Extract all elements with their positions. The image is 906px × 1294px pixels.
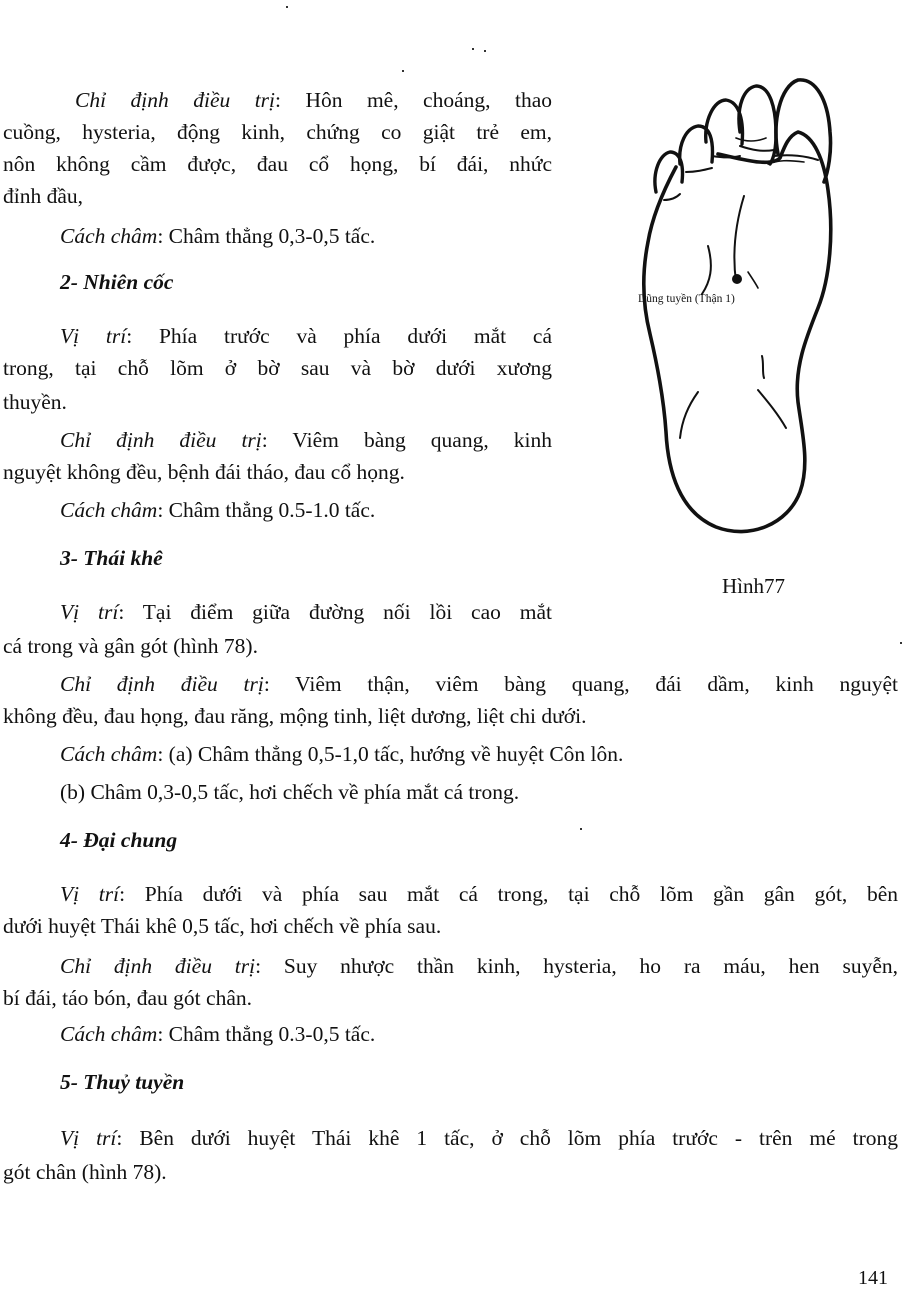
text-line: nguyệt không đều, bệnh đái tháo, đau cổ họng. bbox=[3, 460, 405, 484]
text-line: Vị trí: Phía trước và phía dưới mắt cá bbox=[60, 324, 553, 348]
section-heading: 3- Thái khê bbox=[60, 546, 163, 570]
text-line: không đều, đau họng, đau răng, mộng tinh, liệt dương, liệt chi dưới. bbox=[3, 704, 587, 728]
text-line: Vị trí: Phía dưới và phía sau mắt cá trong, tại chỗ lõm gần gân gót, bên bbox=[60, 882, 899, 906]
text-line: dưới huyệt Thái khê 0,5 tấc, hơi chếch về phía sau. bbox=[3, 914, 442, 938]
text-line: Cách châm: (a) Châm thẳng 0,5-1,0 tấc, hướng về huyệt Côn lôn. bbox=[60, 742, 624, 766]
text-line: cuồng, hysteria, động kinh, chứng co giật trẻ em, bbox=[3, 120, 552, 144]
text-line: trong, tại chỗ lõm ở bờ sau và bờ dưới xương bbox=[3, 356, 552, 380]
text-line: nôn không cầm được, đau cổ họng, bí đái, nhức bbox=[3, 152, 552, 176]
text-line: cá trong và gân gót (hình 78). bbox=[3, 634, 258, 658]
text-line: Cách châm: Châm thẳng 0.3-0,5 tấc. bbox=[60, 1022, 376, 1046]
text-line: Chỉ định điều trị: Suy nhược thần kinh, hysteria, ho ra máu, hen suyễn, bbox=[60, 954, 898, 978]
section-heading: 2- Nhiên cốc bbox=[60, 270, 174, 294]
text-line: Chỉ định điều trị: Viêm bàng quang, kinh bbox=[60, 428, 552, 452]
text-line: Vị trí: Tại điểm giữa đường nối lồi cao mắt bbox=[60, 600, 553, 624]
scan-speck bbox=[484, 50, 486, 52]
scan-speck bbox=[900, 642, 902, 644]
scan-speck bbox=[286, 6, 288, 8]
text-line: đỉnh đầu, bbox=[3, 184, 84, 208]
text-line: Chỉ định điều trị: Viêm thận, viêm bàng quang, đái dầm, kinh nguyệt bbox=[60, 672, 898, 696]
acupoint-label: Dũng tuyền (Thận 1) bbox=[638, 293, 735, 305]
text-line: (b) Châm 0,3-0,5 tấc, hơi chếch về phía mắt cá trong. bbox=[60, 780, 520, 804]
text-line: Cách châm: Châm thẳng 0,3-0,5 tấc. bbox=[60, 224, 376, 248]
figure-caption: Hình77 bbox=[722, 574, 785, 598]
text-line: Chỉ định điều trị: Hôn mê, choáng, thao bbox=[75, 88, 552, 112]
section-heading: 5- Thuỷ tuyền bbox=[60, 1070, 185, 1094]
scan-speck bbox=[580, 828, 582, 830]
scan-speck bbox=[402, 70, 404, 72]
scan-speck bbox=[472, 48, 474, 50]
page-number: 141 bbox=[858, 1267, 888, 1289]
section-heading: 4- Đại chung bbox=[60, 828, 178, 852]
text-line: thuyền. bbox=[3, 390, 67, 414]
foot-sole-figure bbox=[628, 72, 838, 542]
foot-sole-icon bbox=[628, 72, 838, 542]
text-line: Vị trí: Bên dưới huyệt Thái khê 1 tấc, ở chỗ lõm phía trước - trên mé trong bbox=[60, 1126, 898, 1150]
text-line: Cách châm: Châm thẳng 0.5-1.0 tấc. bbox=[60, 498, 376, 522]
text-line: gót chân (hình 78). bbox=[3, 1160, 167, 1184]
acupoint-dot bbox=[732, 274, 742, 284]
text-line: bí đái, táo bón, đau gót chân. bbox=[3, 986, 252, 1010]
